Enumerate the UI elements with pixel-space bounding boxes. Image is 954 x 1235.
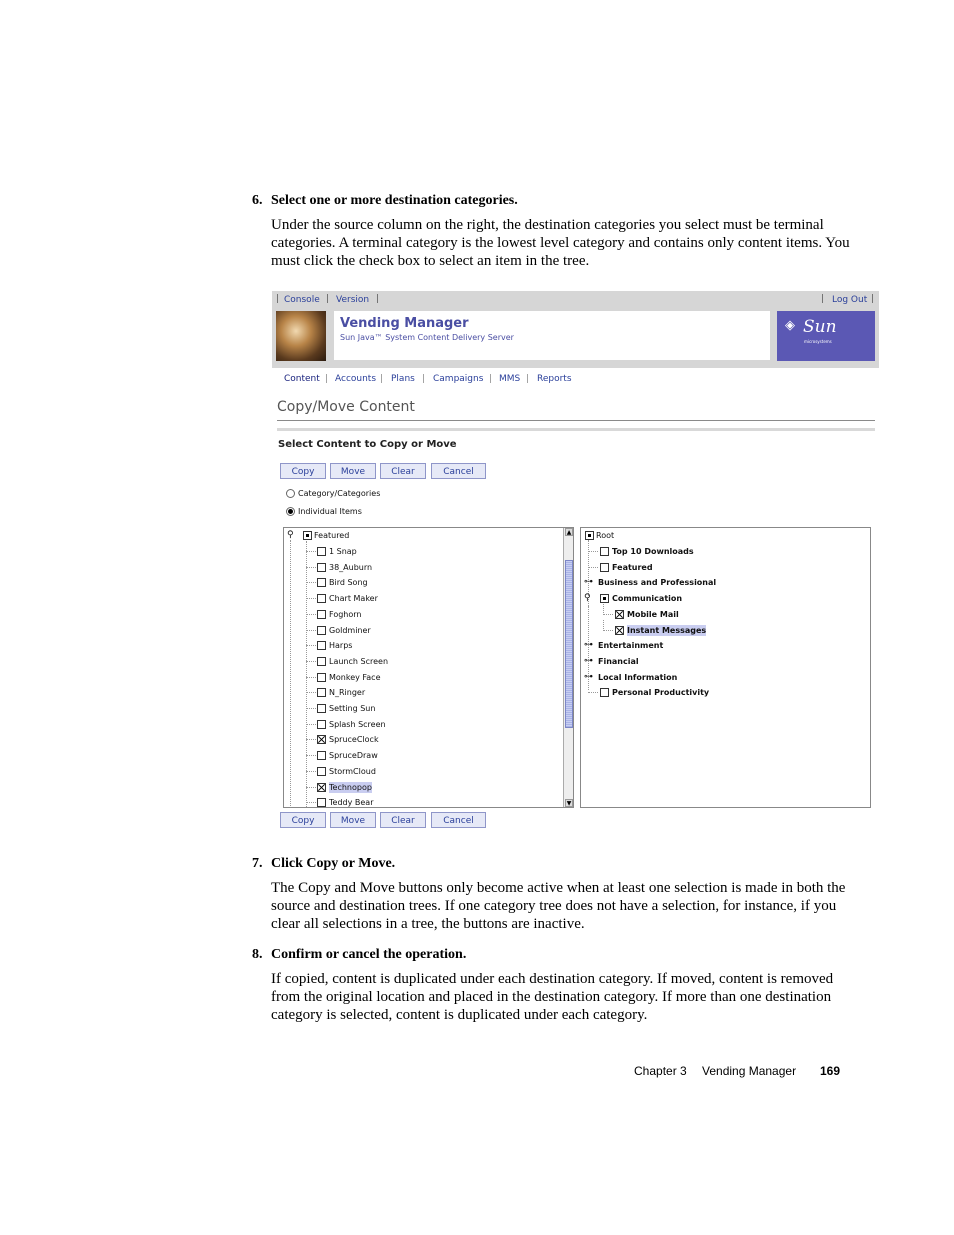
footer-title: Vending Manager <box>702 1064 797 1078</box>
tree-connector <box>588 551 598 552</box>
tree-item[interactable]: Chart Maker <box>329 594 378 604</box>
section-title: Select Content to Copy or Move <box>278 439 457 450</box>
expanded-node-icon[interactable]: ⚲ <box>584 593 591 604</box>
tree-item[interactable]: Foghorn <box>329 609 362 619</box>
tree-connector <box>306 541 307 808</box>
separator: | <box>871 294 875 304</box>
radio-category[interactable] <box>286 489 295 498</box>
radio-individual-items-label: Individual Items <box>298 507 362 516</box>
tree-category[interactable]: Communication <box>612 594 683 604</box>
item-checkbox[interactable] <box>317 783 326 792</box>
collapsed-node-key-icon[interactable]: ⊶ <box>584 655 593 666</box>
tree-connector <box>306 582 316 583</box>
tree-connector <box>306 802 316 803</box>
step-6-heading <box>252 193 518 209</box>
tree-connector <box>306 567 316 568</box>
item-checkbox[interactable] <box>317 720 326 729</box>
tree-item[interactable]: Technopop <box>329 782 372 792</box>
item-checkbox[interactable] <box>317 704 326 713</box>
category-checkbox[interactable] <box>615 626 624 635</box>
tree-item[interactable]: SpruceClock <box>329 735 379 745</box>
copy-button-top[interactable]: Copy <box>280 463 326 479</box>
tree-connector <box>603 620 604 631</box>
tree-connector <box>306 692 316 693</box>
app-title: Vending Manager <box>340 316 469 331</box>
tree-root-root[interactable]: Root <box>596 531 615 540</box>
copy-button-bottom[interactable]: Copy <box>280 812 326 828</box>
category-checkbox[interactable] <box>600 688 609 697</box>
tree-connector <box>306 645 316 646</box>
footer-chapter: Chapter 3 <box>634 1064 687 1078</box>
collapsed-node-key-icon[interactable]: ⊶ <box>584 640 593 651</box>
console-link[interactable]: Console <box>284 295 320 305</box>
scroll-up-arrow-icon[interactable]: ▲ <box>566 529 572 536</box>
tree-connector <box>306 755 316 756</box>
nav-content[interactable]: Content <box>284 374 320 384</box>
tree-item[interactable]: Launch Screen <box>329 656 389 666</box>
cancel-button-top[interactable]: Cancel <box>431 463 486 479</box>
clear-button-bottom[interactable]: Clear <box>380 812 426 828</box>
step-8-heading <box>252 947 466 963</box>
move-button-bottom[interactable]: Move <box>330 812 376 828</box>
scroll-down-arrow-icon[interactable]: ▼ <box>566 800 572 807</box>
nav-accounts[interactable]: Accounts <box>335 374 377 384</box>
destination-tree[interactable] <box>580 527 871 808</box>
logout-link[interactable]: Log Out <box>832 295 868 305</box>
item-checkbox[interactable] <box>317 547 326 556</box>
divider <box>277 420 875 421</box>
step-number: 6. <box>252 193 263 208</box>
page-title: Copy/Move Content <box>277 399 415 415</box>
tree-connector <box>306 630 316 631</box>
scrollbar-thumb[interactable] <box>565 560 573 728</box>
separator: | <box>325 374 329 384</box>
tree-connector <box>588 567 598 568</box>
item-checkbox[interactable] <box>317 751 326 760</box>
divider <box>277 428 875 431</box>
tree-category[interactable]: Business and Professional <box>598 578 717 588</box>
tree-connector <box>603 614 613 615</box>
step-title: Select one or more destination categories. <box>271 193 518 208</box>
step-6-body: Under the source column on the right, the destination categories you select must be terminal categories. A terminal category is the lowest level category and contains only content items. You must click the check box to select an item in the tree. <box>271 217 850 269</box>
nav-mms[interactable]: MMS <box>499 374 521 384</box>
tree-item[interactable]: StormCloud <box>329 766 376 776</box>
separator: | <box>526 374 530 384</box>
tree-connector <box>306 614 316 615</box>
page-number: 169 <box>820 1064 841 1078</box>
tree-node-key-icon[interactable]: ⚲ <box>287 530 294 540</box>
item-checkbox[interactable] <box>317 657 326 666</box>
tree-root-featured[interactable]: Featured <box>314 531 350 540</box>
tree-connector <box>306 677 316 678</box>
tree-category[interactable]: Local Information <box>598 672 678 682</box>
tree-connector <box>306 708 316 709</box>
source-tree[interactable] <box>283 527 574 808</box>
tree-category[interactable]: Featured <box>612 562 653 572</box>
radio-category-label: Category/Categories <box>298 489 381 498</box>
tree-item[interactable]: 1 Snap <box>329 547 357 556</box>
tree-connector <box>603 630 613 631</box>
sun-logo <box>777 311 875 361</box>
tree-connector <box>306 551 316 552</box>
item-checkbox[interactable] <box>317 626 326 635</box>
title-box <box>334 311 770 360</box>
sun-logo-text: Sun <box>803 317 837 337</box>
vending-manager-screenshot <box>272 291 879 831</box>
tree-item[interactable]: N_Ringer <box>329 688 366 698</box>
product-logo-image <box>276 311 326 361</box>
tree-item[interactable]: Splash Screen <box>329 719 386 729</box>
nav-reports[interactable]: Reports <box>537 374 572 384</box>
sun-logo-small: microsystems <box>804 339 832 344</box>
step-title: Confirm or cancel the operation. <box>271 947 467 962</box>
tree-category[interactable]: Entertainment <box>598 641 664 651</box>
app-subtitle: Sun Java™ System Content Delivery Server <box>340 333 514 342</box>
tree-connector <box>306 724 316 725</box>
featured-root-checkbox[interactable] <box>303 531 312 540</box>
tree-connector <box>306 739 316 740</box>
header-bar <box>272 291 879 368</box>
separator: | <box>376 294 380 304</box>
tree-connector <box>290 540 291 808</box>
item-checkbox[interactable] <box>317 688 326 697</box>
item-checkbox[interactable] <box>317 735 326 744</box>
collapsed-node-key-icon[interactable]: ⊶ <box>584 577 593 588</box>
step-number: 8. <box>252 947 263 962</box>
category-checkbox[interactable] <box>600 547 609 556</box>
item-checkbox[interactable] <box>317 578 326 587</box>
tree-category[interactable]: Mobile Mail <box>627 609 679 619</box>
tree-connector <box>603 604 604 615</box>
step-7-body: The Copy and Move buttons only become active when at least one selection is made in both the source and destination trees. If one category tree does not have a selection, for instance, if you clear all selections in a tree, the buttons are inactive. <box>271 880 846 932</box>
separator: | <box>422 374 426 384</box>
tree-category[interactable]: Top 10 Downloads <box>612 547 694 556</box>
step-7-heading <box>252 856 395 872</box>
category-checkbox[interactable] <box>600 563 609 572</box>
tree-connector <box>306 771 316 772</box>
tree-item[interactable]: Goldminer <box>329 625 371 635</box>
clear-button-top[interactable]: Clear <box>380 463 426 479</box>
separator: | <box>326 294 330 304</box>
radio-individual-items[interactable] <box>286 507 295 516</box>
tree-item[interactable]: SpruceDraw <box>329 751 378 761</box>
tree-connector <box>306 661 316 662</box>
category-checkbox[interactable] <box>600 594 609 603</box>
tree-item[interactable]: Teddy Bear <box>329 798 374 808</box>
item-checkbox[interactable] <box>317 767 326 776</box>
item-checkbox[interactable] <box>317 563 326 572</box>
move-button-top[interactable]: Move <box>330 463 376 479</box>
item-checkbox[interactable] <box>317 610 326 619</box>
separator: | <box>380 374 384 384</box>
tree-connector <box>306 787 316 788</box>
step-number: 7. <box>252 856 263 871</box>
tree-item[interactable]: Bird Song <box>329 578 368 588</box>
item-checkbox[interactable] <box>317 594 326 603</box>
tree-category[interactable]: Financial <box>598 656 639 666</box>
source-tree-scrollbar[interactable] <box>563 528 574 807</box>
collapsed-node-key-icon[interactable]: ⊶ <box>584 671 593 682</box>
separator: | <box>821 294 825 304</box>
category-checkbox[interactable] <box>615 610 624 619</box>
step-8-body: If copied, content is duplicated under each destination category. If moved, content is removed from the original location and placed in the destination category. If more than one destination category is selected, content is duplicated under each category. <box>271 971 834 1023</box>
tree-category[interactable]: Personal Productivity <box>612 688 710 698</box>
cancel-button-bottom[interactable]: Cancel <box>431 812 486 828</box>
sun-diamond-icon: ◈ <box>785 318 795 333</box>
nav-campaigns[interactable]: Campaigns <box>433 374 484 384</box>
separator: | <box>276 294 280 304</box>
step-title: Click Copy or Move. <box>271 856 396 871</box>
tree-item[interactable]: Harps <box>329 641 353 651</box>
version-link[interactable]: Version <box>336 295 370 305</box>
tree-connector <box>588 606 589 636</box>
tree-item[interactable]: 38_Auburn <box>329 562 373 572</box>
separator: | <box>489 374 493 384</box>
tree-item[interactable]: Setting Sun <box>329 704 376 713</box>
tree-category[interactable]: Instant Messages <box>627 625 707 635</box>
tree-connector <box>306 598 316 599</box>
item-checkbox[interactable] <box>317 673 326 682</box>
root-checkbox[interactable] <box>585 531 594 540</box>
nav-plans[interactable]: Plans <box>391 374 415 384</box>
item-checkbox[interactable] <box>317 641 326 650</box>
tree-connector <box>588 692 598 693</box>
tree-item[interactable]: Monkey Face <box>329 672 381 682</box>
item-checkbox[interactable] <box>317 798 326 807</box>
